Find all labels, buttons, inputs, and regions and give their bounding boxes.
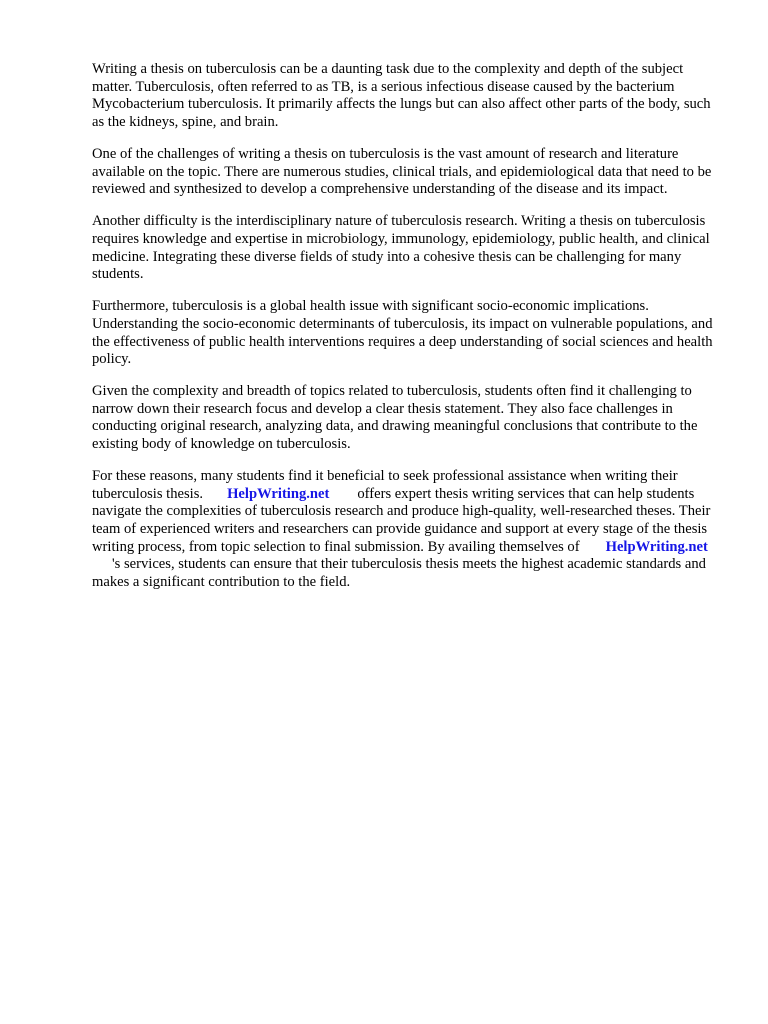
helpwriting-link-1[interactable]: HelpWriting.net: [227, 485, 330, 502]
paragraph-interdisciplinary: Another difficulty is the interdisciplinary nature of tuberculosis research. Writing a thesis on tuberculosis requires knowledge and expertise in microbiology, immunology, epidemiology, public health, and clinical medicine. Integrating these diverse fields of study into a cohesive thesis can be challenging for many students.: [92, 213, 710, 283]
assistance-text-2: offers expert thesis writing services that can help students navigate the complexities of tuberculosis research and produce high-quality, well-researched theses. Their team of experienced writers and researchers can provide guidance and support at every stage of the thesis writing process, from topic selection to final submission. By availing themselves of: [92, 485, 711, 555]
assistance-text-1: For these reasons, many students find it beneficial to seek professional assistance when writing their tuberculosis thesis.: [92, 468, 678, 502]
helpwriting-link-2[interactable]: HelpWriting.net: [605, 538, 708, 555]
paragraph-assistance: [92, 468, 724, 591]
paragraph-challenges: One of the challenges of writing a thesis on tuberculosis is the vast amount of research and literature available on the topic. There are numerous studies, clinical trials, and epidemiological data that need to be reviewed and synthesized to develop a comprehensive understanding of the disease and its impact.: [92, 145, 712, 198]
paragraph-global-health: Furthermore, tuberculosis is a global health issue with significant socio-economic implications. Understanding the socio-economic determinants of tuberculosis, its impact on vulnerable populations, and the effectiveness of public health interventions requires a deep understanding of social sciences and health policy.: [92, 298, 713, 368]
paragraph-complexity: Given the complexity and breadth of topics related to tuberculosis, students often find it challenging to narrow down their research focus and develop a clear thesis statement. They also face challenges in conducting original research, analyzing data, and drawing meaningful conclusions that contribute to the existing body of knowledge on tuberculosis.: [92, 383, 698, 453]
paragraph-intro: Writing a thesis on tuberculosis can be a daunting task due to the complexity and depth of the subject matter. Tuberculosis, often referred to as TB, is a serious infectious disease caused by the bacterium Mycobacterium tuberculosis. It primarily affects the lungs but can also affect other parts of the body, such as the kidneys, spine, and brain.: [92, 61, 711, 130]
document-body: [92, 61, 724, 606]
assistance-text-3: 's services, students can ensure that their tuberculosis thesis meets the highest academic standards and makes a significant contribution to the field.: [92, 556, 706, 590]
